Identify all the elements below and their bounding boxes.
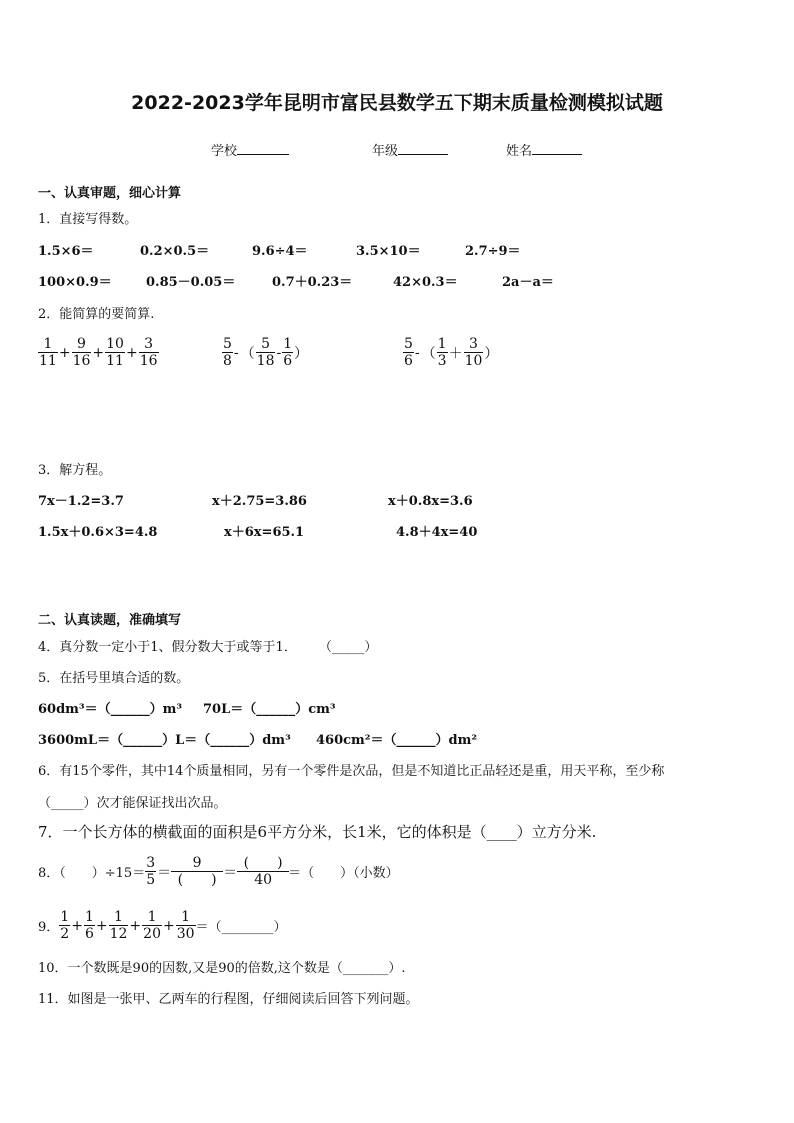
fraction: $\frac{5}{6}$ (404, 336, 413, 370)
section1-heading: 一、认真审题，细心计算 (38, 186, 182, 201)
q8-suffix[interactable]: ＝（ ）（小数） (288, 866, 399, 882)
q4-answer-blank[interactable]: （_____） (318, 640, 378, 655)
fraction: $\frac{1}{11}$ (39, 336, 57, 370)
fraction: $\frac{1}{12}$ (109, 909, 128, 943)
calc-item: 3.5×10＝ (356, 244, 421, 259)
q5-label: 5．在括号里填合适的数。 (38, 671, 190, 686)
name-label: 姓名 (506, 144, 533, 159)
fraction: $\frac{10}{11}$ (106, 336, 124, 370)
calc-item: 0.2×0.5＝ (140, 244, 210, 259)
q10-text[interactable]: 10．一个数既是90的因数,又是90的倍数,这个数是（_______）. (38, 961, 406, 976)
q8: 8．（ ）÷15＝ $\frac{3}{5}$ ＝ $\frac{9}{( )}$ ＝ $\frac{( )}{40}$ ＝（ ）（小数） (38, 855, 399, 889)
grade-label: 年级 (372, 144, 399, 159)
grade-blank[interactable] (398, 154, 448, 155)
q9: 9． $\frac{1}{2}$ + $\frac{1}{6}$ + $\frac{1}{12}$ + $\frac{1}{20}$ + $\frac{1}{30}$ ＝（________） (38, 909, 287, 943)
q5-item[interactable]: 70L＝（______）cm³ (203, 702, 336, 717)
fraction: $\frac{9}{16}$ (72, 336, 91, 370)
fraction: $\frac{1}{6}$ (84, 909, 94, 943)
equation-item: x＋0.8x=3.6 (388, 494, 473, 509)
calc-item: 9.6÷4＝ (252, 244, 308, 259)
school-blank[interactable] (237, 154, 289, 155)
equation-item: 1.5x＋0.6×3=4.8 (38, 525, 158, 540)
fraction: $\frac{1}{2}$ (60, 909, 70, 943)
name-field (506, 140, 582, 159)
q5-item[interactable]: 60dm³＝（______）m³ (38, 702, 183, 717)
fraction: $\frac{1}{20}$ (143, 909, 161, 943)
q4 (38, 636, 377, 655)
calc-item: 2.7÷9＝ (465, 244, 521, 259)
q8-prefix[interactable]: 8．（ ）÷15＝ (38, 866, 146, 882)
calc-item: 0.85－0.05＝ (146, 275, 236, 290)
equation-item: x＋6x=65.1 (224, 525, 305, 540)
q4-text: 4．真分数一定小于1、假分数大于或等于1． (38, 640, 297, 655)
grade-field (372, 140, 448, 159)
name-blank[interactable] (532, 154, 582, 155)
q6-line-1: 6．有15个零件，其中14个质量相同，另有一个零件是次品，但是不知道比正品轻还是重，用天平称，至少称 (38, 764, 665, 779)
page-title: 2022-2023学年昆明市富民县数学五下期末质量检测模拟试题 (131, 92, 663, 114)
q2-expression-2: $\frac{5}{8}$ - （ $\frac{5}{18}$ - $\frac{1}{6}$ ） (223, 336, 309, 370)
section2-heading: 二、认真读题，准确填写 (38, 613, 182, 628)
q1-label: 1．直接写得数。 (38, 212, 138, 227)
fraction: $\frac{3}{16}$ (139, 336, 158, 370)
calc-item: 1.5×6＝ (38, 244, 94, 259)
q5-item[interactable]: 3600mL＝（______）L＝（______）dm³ (38, 733, 291, 748)
calc-item: 0.7＋0.23＝ (272, 275, 353, 290)
q2-label: 2．能简算的要简算. (38, 307, 155, 322)
calc-item: 100×0.9＝ (38, 275, 112, 290)
fraction: $\frac{3}{10}$ (464, 336, 483, 370)
q2-expression-1: $\frac{1}{11}$ + $\frac{9}{16}$ + $\frac{10}{11}$ + $\frac{3}{16}$ (39, 336, 158, 370)
equation-item: x＋2.75=3.86 (212, 494, 307, 509)
fraction[interactable]: $\frac{9}{( )}$ (172, 855, 222, 888)
school-field (211, 140, 289, 159)
equation-item: 7x－1.2=3.7 (38, 494, 124, 509)
calc-item: 42×0.3＝ (393, 275, 458, 290)
q6-line-2[interactable]: （_____）次才能保证找出次品。 (38, 796, 227, 811)
q11-text: 11．如图是一张甲、乙两车的行程图，仔细阅读后回答下列问题。 (38, 992, 419, 1007)
fraction: $\frac{1}{30}$ (176, 909, 195, 943)
fraction: $\frac{1}{6}$ (283, 336, 293, 370)
calc-item: 2a－a＝ (502, 275, 554, 290)
school-label: 学校 (211, 144, 238, 159)
q2-expression-3: $\frac{5}{6}$ - （ $\frac{1}{3}$ ＋ $\frac{3}{10}$ ） (404, 336, 499, 370)
q9-prefix: 9． (38, 920, 60, 936)
equation-item: 4.8＋4x=40 (396, 525, 478, 540)
fraction: $\frac{1}{3}$ (437, 336, 447, 370)
fraction: $\frac{5}{18}$ (256, 336, 275, 370)
fraction: $\frac{5}{8}$ (223, 336, 232, 370)
q5-item[interactable]: 460cm²＝（______）dm² (316, 733, 478, 748)
fraction: $\frac{3}{5}$ (146, 855, 156, 889)
q9-suffix[interactable]: ＝（________） (195, 920, 287, 936)
q7-text[interactable]: 7．一个长方体的横截面的面积是6平方分米，长1米，它的体积是（____）立方分米. (38, 823, 597, 841)
q3-label: 3．解方程。 (38, 463, 112, 478)
fraction[interactable]: $\frac{( )}{40}$ (238, 855, 288, 888)
